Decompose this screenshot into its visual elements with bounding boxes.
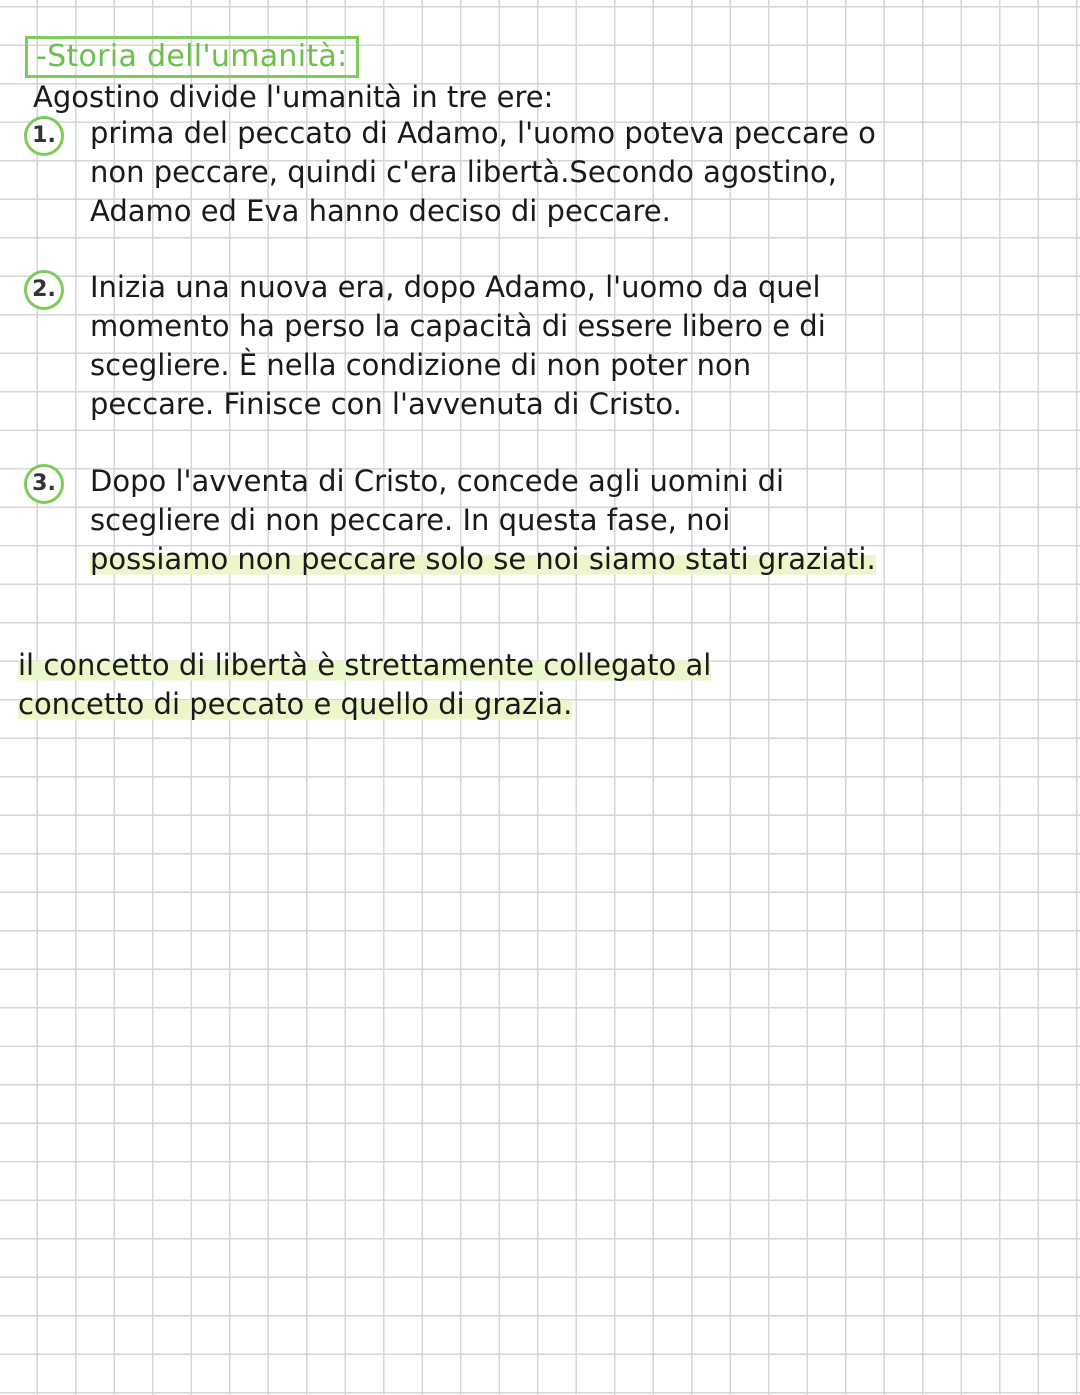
text-line: Dopo l'avventa di Cristo, concede agli uomini di	[90, 464, 785, 498]
section-title: -Storia dell'umanità:	[25, 36, 359, 78]
text-line-highlighted: possiamo non peccare solo se noi siamo stati graziati.	[90, 542, 876, 576]
era-number-badge: 2.	[24, 270, 64, 310]
era-number-badge: 1.	[24, 116, 64, 156]
text-line: Inizia una nuova era, dopo Adamo, l'uomo da quel	[90, 270, 821, 304]
text-line: non peccare, quindi c'era libertà.Secondo agostino,	[90, 155, 837, 189]
era-text	[90, 462, 876, 579]
text-line: peccare. Finisce con l'avvenuta di Cristo.	[90, 387, 682, 421]
conclusion-line: il concetto di libertà è strettamente collegato al	[18, 648, 712, 682]
text-line: scegliere. È nella condizione di non poter non	[90, 348, 752, 382]
era-text	[90, 114, 876, 231]
text-line: momento ha perso la capacità di essere libero e di	[90, 309, 826, 343]
conclusion-line: concetto di peccato e quello di grazia.	[18, 687, 573, 721]
intro-line: Agostino divide l'umanità in tre ere:	[33, 80, 554, 114]
text-line: prima del peccato di Adamo, l'uomo poteva peccare o	[90, 116, 876, 150]
era-item-3	[18, 462, 1068, 582]
era-item-1	[18, 114, 1068, 234]
text-line: scegliere di non peccare. In questa fase, noi	[90, 503, 731, 537]
conclusion	[18, 646, 711, 724]
text-line: Adamo ed Eva hanno deciso di peccare.	[90, 194, 671, 228]
era-text	[90, 268, 826, 424]
era-item-2	[18, 268, 1068, 428]
era-number-badge: 3.	[24, 464, 64, 504]
